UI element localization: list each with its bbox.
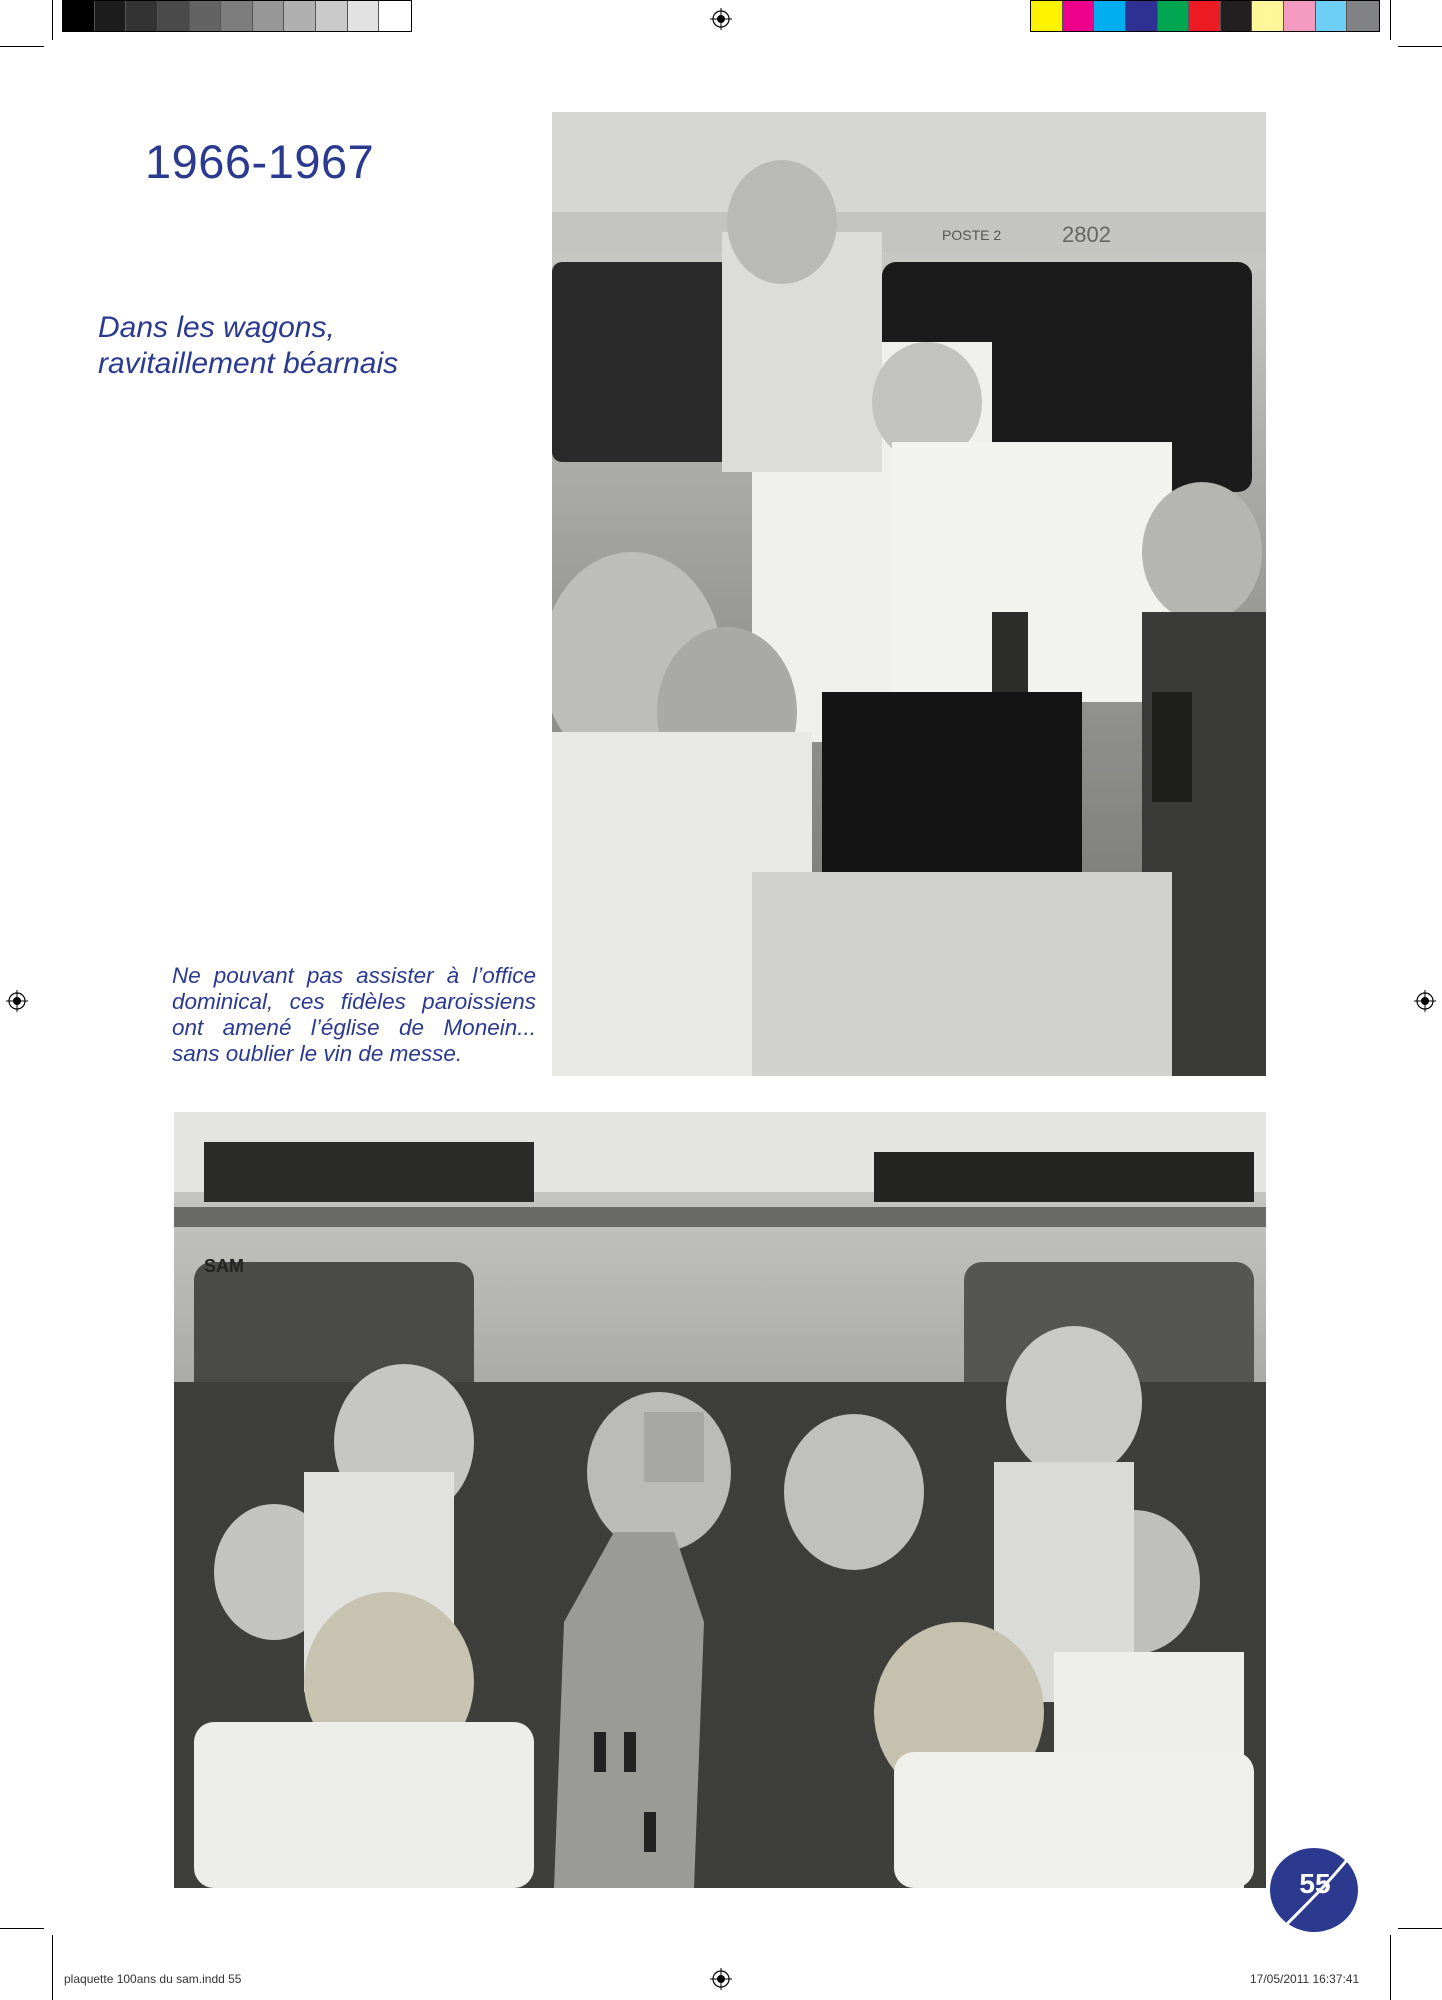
page-title: 1966-1967 — [145, 135, 375, 188]
crop-mark — [52, 1935, 53, 2000]
crop-mark — [1398, 46, 1442, 47]
calibration-swatch — [1094, 1, 1126, 31]
hat-label: SAM — [204, 1256, 244, 1276]
registration-mark-icon — [710, 8, 732, 30]
registration-mark-icon — [710, 1968, 732, 1990]
calibration-swatch — [348, 1, 380, 31]
calibration-swatch — [1347, 1, 1379, 31]
calibration-swatch — [158, 1, 190, 31]
calibration-swatch — [1031, 1, 1063, 31]
page-number: 55 — [1299, 1868, 1331, 1899]
calibration-swatch — [63, 1, 95, 31]
photo-caption: Ne pouvant pas assister à l’office dominical, ces fidèles paroissiens ont amené l’église de Monein... sans oublier le vin de messe. — [172, 963, 536, 1066]
calibration-swatch — [1316, 1, 1348, 31]
crop-mark — [1390, 1935, 1391, 2000]
calibration-swatch — [1284, 1, 1316, 31]
subtitle-line: ravitaillement béarnais — [98, 347, 399, 380]
slug-filename: plaquette 100ans du sam.indd 55 — [64, 1972, 242, 1986]
registration-mark-icon — [1414, 990, 1436, 1012]
color-calibration-bar — [1030, 0, 1380, 32]
calibration-swatch — [190, 1, 222, 31]
subtitle-line: Dans les wagons, — [98, 311, 335, 344]
calibration-swatch — [221, 1, 253, 31]
train-compartment-photo — [552, 112, 1266, 1076]
calibration-swatch — [284, 1, 316, 31]
slug-datetime: 17/05/2011 16:37:41 — [1250, 1972, 1360, 1986]
calibration-swatch — [1221, 1, 1253, 31]
crop-mark — [1390, 0, 1391, 40]
panel-label-left: POSTE 2 — [942, 227, 1002, 243]
group-with-church-photo — [174, 1112, 1266, 1888]
calibration-swatch — [1189, 1, 1221, 31]
calibration-swatch — [1252, 1, 1284, 31]
calibration-swatch — [316, 1, 348, 31]
crop-mark — [0, 1928, 44, 1929]
calibration-swatch — [126, 1, 158, 31]
crop-mark — [0, 46, 44, 47]
calibration-swatch — [253, 1, 285, 31]
calibration-swatch — [1126, 1, 1158, 31]
crop-mark — [52, 0, 53, 40]
calibration-swatch — [1063, 1, 1095, 31]
page-subtitle — [98, 310, 538, 382]
panel-label-right: 2802 — [1062, 222, 1111, 247]
grayscale-calibration-bar — [62, 0, 412, 32]
crop-mark — [1398, 1928, 1442, 1929]
calibration-swatch — [1158, 1, 1190, 31]
calibration-swatch — [379, 1, 411, 31]
registration-mark-icon — [6, 990, 28, 1012]
calibration-swatch — [95, 1, 127, 31]
